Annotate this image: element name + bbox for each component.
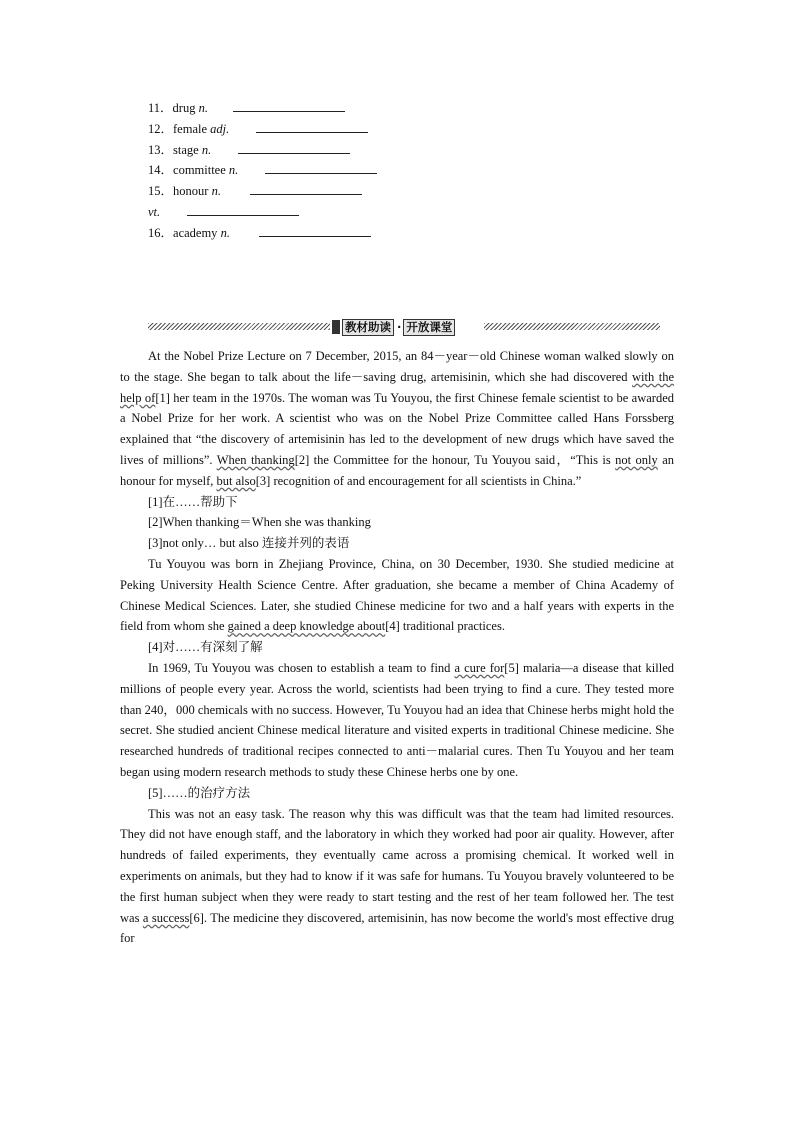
annotated-phrase: with the help of (120, 369, 674, 405)
vocab-item-13 (148, 140, 377, 161)
banner-mark-icon (332, 320, 340, 334)
answer-blank[interactable] (233, 100, 345, 112)
vocab-word: committee (173, 163, 226, 178)
annotated-phrase: a success (142, 910, 190, 925)
vocab-item-14 (148, 160, 377, 181)
answer-blank[interactable] (256, 121, 368, 133)
reading-passage (120, 346, 674, 949)
annotated-phrase: not only (615, 452, 658, 467)
answer-blank[interactable] (238, 142, 350, 154)
vocab-item-16 (148, 223, 377, 244)
note-1: [1]在……帮助下 (148, 494, 238, 509)
banner-right-title: 开放课堂 (403, 319, 455, 336)
item-number: 13． (148, 142, 174, 157)
paragraph-4 (120, 804, 674, 950)
banner-hatch-left (148, 323, 330, 330)
vocab-item-15-verb (148, 202, 377, 223)
vocab-item-15 (148, 181, 377, 202)
text: [5] malaria—a disease that killed millions of people every year. Across the world, scientists had been trying to find a cure. They tested more than 240，000 chemicals with no success. However, Tu Youyou had an idea that Chinese herbs might hold the secret. She studied ancient Chinese medical literature and visited experts in traditional Chinese medicine. She researched hundreds of traditional recipes connected to anti－malarial cures. Then Tu Youyou and her team began using modern research methods to study these Chinese herbs one by one. (120, 660, 674, 779)
paragraph-2 (120, 554, 674, 637)
part-of-speech: vt. (148, 204, 161, 219)
banner-hatch-right (484, 323, 660, 330)
part-of-speech: n. (228, 163, 239, 178)
item-number: 11． (148, 101, 173, 115)
vocab-word: drug (172, 101, 196, 115)
part-of-speech: n. (211, 184, 221, 199)
text: an honour for myself, (120, 452, 674, 488)
banner-title (332, 318, 456, 336)
item-number: 12． (148, 121, 174, 136)
vocab-word: academy (173, 225, 218, 240)
note-4: [4]对……有深刻了解 (148, 640, 263, 655)
vocab-word: honour (173, 184, 209, 199)
vocabulary-list (148, 98, 377, 244)
vocab-word: female (173, 121, 208, 136)
note-3: [3]not only… but also 连接并列的表语 (148, 536, 350, 551)
section-banner (148, 318, 660, 336)
part-of-speech: n. (201, 142, 212, 157)
text: This was not an easy task. The reason why this was difficult was that the team had limited resources. They did not have enough staff, and the laboratory in which they worked had poor air quality. However, after hundreds of failed experiments, they eventually came across a promising chemical. It worked well in experiments on animals, but they had to know if it was safe for humans. Tu Youyou bravely volunteered to be the first human subject when they were ready to start testing and the rest of her team followed her. The test was (120, 806, 674, 925)
note-5: [5]……的治疗方法 (148, 785, 251, 800)
item-number: 16． (148, 225, 174, 240)
text: Tu Youyou was born in Zhejiang Province, China, on 30 December, 1930. She studied medicine at Peking University Health Science Centre. After graduation, she became a member of China Academy of Chinese Medical Sciences. Later, she studied Chinese medicine for two and a half years with experts in the field from whom she (120, 556, 674, 634)
answer-blank[interactable] (187, 204, 299, 216)
text: [1] her team in the 1970s. The woman was Tu Youyou, the first Chinese female scientist to be awarded a Nobel Prize for her work. A scientist who was on the Nobel Prize Committee called Hans Forssberg explained that “the discovery of artemisinin has led to the development of new drugs which have saved the lives of millions”. (120, 390, 674, 467)
part-of-speech: n. (198, 101, 208, 115)
text: At the Nobel Prize Lecture on 7 December, 2015, an 84－year－old Chinese woman walked slowly on to the stage. She began to talk about the life－saving drug, artemisinin, which she had discovered (120, 349, 674, 384)
paragraph-1 (120, 346, 674, 492)
text: [4] traditional practices. (385, 619, 505, 634)
part-of-speech: adj. (210, 121, 230, 136)
answer-blank[interactable] (250, 183, 362, 195)
part-of-speech: n. (220, 225, 230, 240)
text: In 1969, Tu Youyou was chosen to establish a team to find (148, 660, 455, 675)
text: [3] recognition of and encouragement for all scientists in China.” (255, 473, 582, 488)
annotated-phrase: a cure for (454, 660, 505, 675)
banner-separator: · (397, 320, 402, 334)
item-number: 14． (148, 163, 174, 178)
answer-blank[interactable] (259, 225, 371, 237)
vocab-item-11 (148, 98, 377, 119)
text: [2] the Committee for the honour, Tu Youyou said，“This is (294, 452, 616, 467)
vocab-word: stage (173, 142, 199, 157)
note-2: [2]When thanking＝When she was thanking (148, 515, 371, 530)
banner-left-title: 教材助读 (342, 319, 394, 336)
item-number: 15． (148, 184, 174, 199)
vocab-item-12 (148, 119, 377, 140)
text: [6]. The medicine they discovered, artemisinin, has now become the world's most effective drug for (120, 910, 674, 946)
paragraph-3 (120, 658, 674, 783)
answer-blank[interactable] (265, 162, 377, 174)
annotated-phrase: but also (216, 473, 256, 488)
annotated-phrase: When thanking (216, 452, 295, 467)
annotated-phrase: gained a deep knowledge about (227, 619, 386, 634)
